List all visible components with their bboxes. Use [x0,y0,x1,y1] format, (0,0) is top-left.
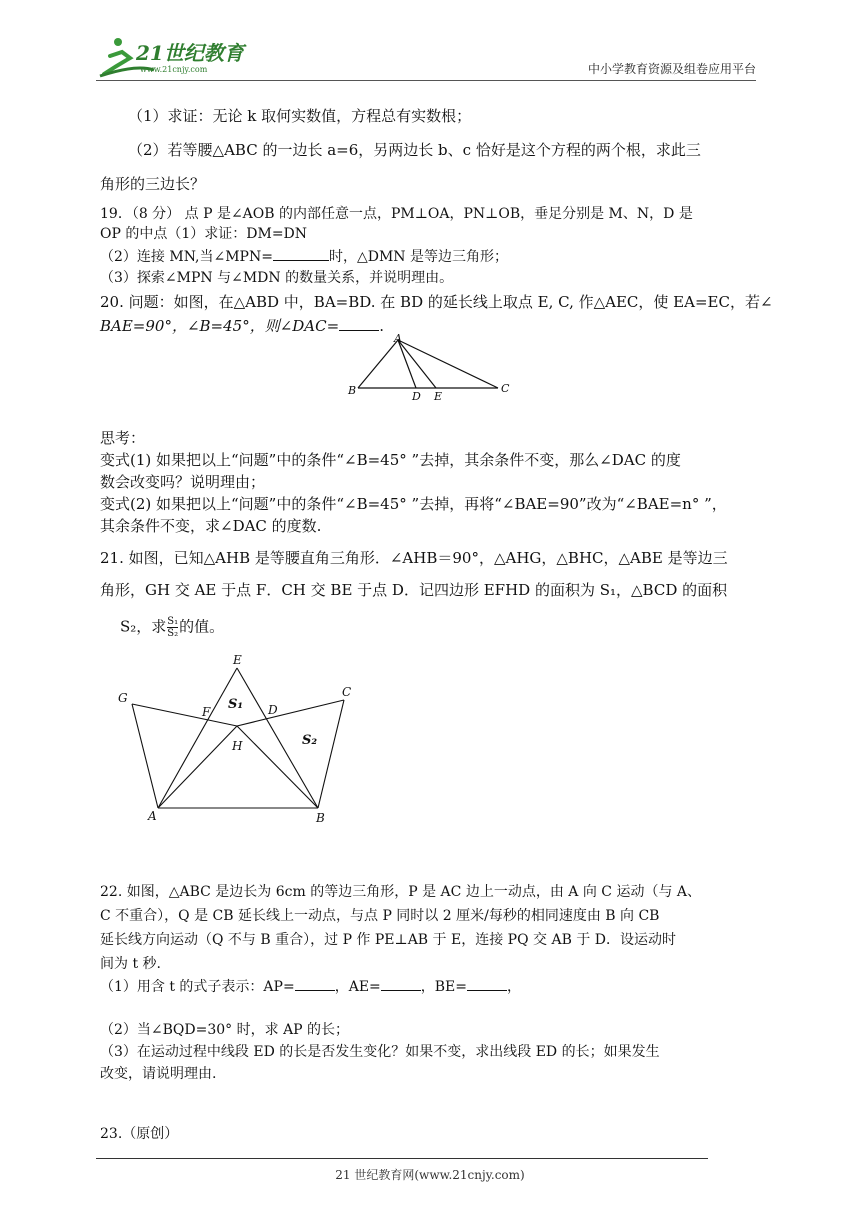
q20-figure [346,334,516,404]
header-divider [96,80,756,81]
q22-line5 [100,976,521,997]
fraction-numerator: S₁ [167,616,179,627]
segment-CH [237,700,344,726]
label-B: B [348,384,357,397]
label-A: A [394,334,402,345]
footer-divider [96,1158,708,1159]
runner-logo-icon [96,36,256,78]
q22-line5-d: ， [507,979,522,995]
q22-line6: （2）当∠BQD=30° 时，求 AP 的长； [100,1022,350,1038]
fraction-denominator: S₂ [167,628,179,639]
q18-part2-line1: （2）若等腰△ABC 的一边长 a=6，另两边长 b、c 恰好是这个方程的两个根，求此三 [128,141,701,159]
logo-url: www.21cnjy.com [140,65,208,74]
q22-line7: （3）在运动过程中线段 ED 的长是否发生变化？如果不变，求出线段 ED 的长；如果发生 [100,1044,660,1060]
q22-line2: C 不重合），Q 是 CB 延长线上一动点，与点 P 同时以 2 厘米/每秒的相同速度由 B 向 CB [100,908,660,924]
q20-line1: 20. 问题：如图，在△ABD 中，BA=BD. 在 BD 的延长线上取点 E, C, 作△AEC，使 EA=EC，若∠ [100,293,773,311]
variant2-line1: 变式(2) 如果把以上“问题”中的条件“∠B=45° ”去掉，再将“∠BAE=90”改为“∠BAE=n° ”， [100,495,727,513]
q22-line3: 延长线方向运动（Q 不与 B 重合），过 P 作 PE⊥AB 于 E，连接 PQ 交 AB 于 D．设运动时 [100,932,676,948]
footer-text: 21 世纪教育网(www.21cnjy.com) [335,1168,525,1182]
q20-line2 [100,316,384,336]
think-heading: 思考： [100,429,146,447]
q21-figure [112,652,362,832]
q23-line1: 23.（原创） [100,1126,179,1142]
segment-AB [358,340,398,388]
label-C: C [501,382,510,395]
site-logo [96,36,256,78]
platform-name: 中小学教育资源及组卷应用平台 [587,62,756,76]
label-H: H [232,739,243,753]
label-D: D [268,703,278,717]
segment-BC [318,700,344,808]
answer-blank-be[interactable] [467,976,507,991]
label-S2: S₂ [302,733,318,748]
label-A: A [148,809,157,823]
q19-line1: 19．（8 分） 点 P 是∠AOB 的内部任意一点，PM⊥OA，PN⊥OB，垂足分别是 M、N，D 是 [100,206,693,222]
fraction-s1-s2 [167,616,178,639]
q21-line1: 21. 如图，已知△AHB 是等腰直角三角形．∠AHB＝90°，△AHG，△BHC，△ABE 是等边三 [100,549,728,567]
q20-line2-a: BAE=90°，∠B=45°，则∠DAC= [100,317,340,335]
variant1-line1: 变式(1) 如果把以上“问题”中的条件“∠B=45° ”去掉，其余条件不变，那么∠DAC 的度 [100,451,681,469]
answer-blank[interactable] [339,316,379,331]
label-G: G [118,691,128,705]
answer-blank[interactable] [273,246,329,261]
q22-line5-c: ，BE= [420,979,468,995]
label-S1: S₁ [228,697,244,712]
q22-line1: 22. 如图，△ABC 是边长为 6cm 的等边三角形，P 是 AC 边上一动点，由 A 向 C 运动（与 A、 [100,884,702,900]
q22-line5-b: ，AE= [334,979,381,995]
segment-AE [398,340,436,388]
label-E: E [434,390,443,403]
answer-blank-ae[interactable] [381,976,421,991]
q21-line3-b: 的值。 [179,617,225,636]
q19-line3-b: 时，△DMN 是等边三角形； [328,249,508,265]
logo-text: 21世纪教育 [136,41,244,65]
q22-line5-a: （1）用含 t 的式子表示：AP= [100,979,295,995]
variant1-line2: 数会改变吗？说明理由； [100,473,266,491]
label-C: C [342,685,352,699]
q18-part2-line2: 角形的三边长？ [100,175,206,193]
label-D: D [412,390,421,403]
segment-AG [132,704,158,808]
q22-line4: 间为 t 秒. [100,956,161,972]
label-B: B [316,811,325,825]
q22-line8: 改变，请说明理由. [100,1066,217,1082]
variant2-line2: 其余条件不变，求∠DAC 的度数. [100,517,322,535]
q21-line3 [120,616,224,639]
q19-line2: OP 的中点（1）求证：DM=DN [100,226,308,242]
q19-line3-a: （2）连接 MN,当∠MPN= [100,249,273,265]
q21-line2: 角形，GH 交 AE 于点 F．CH 交 BE 于点 D．记四边形 EFHD 的面积为 S₁，△BCD 的面积 [100,581,728,599]
q19-line3 [100,246,508,267]
segment-GH [132,704,237,726]
label-E: E [233,653,242,667]
q19-line4: （3）探索∠MPN 与∠MDN 的数量关系，并说明理由。 [100,270,454,286]
q21-line3-a: S₂，求 [120,617,167,636]
q20-line2-b: . [379,317,384,335]
answer-blank-ap[interactable] [295,976,335,991]
q18-part1: （1）求证：无论 k 取何实数值，方程总有实数根； [128,107,472,125]
label-F: F [202,705,211,719]
